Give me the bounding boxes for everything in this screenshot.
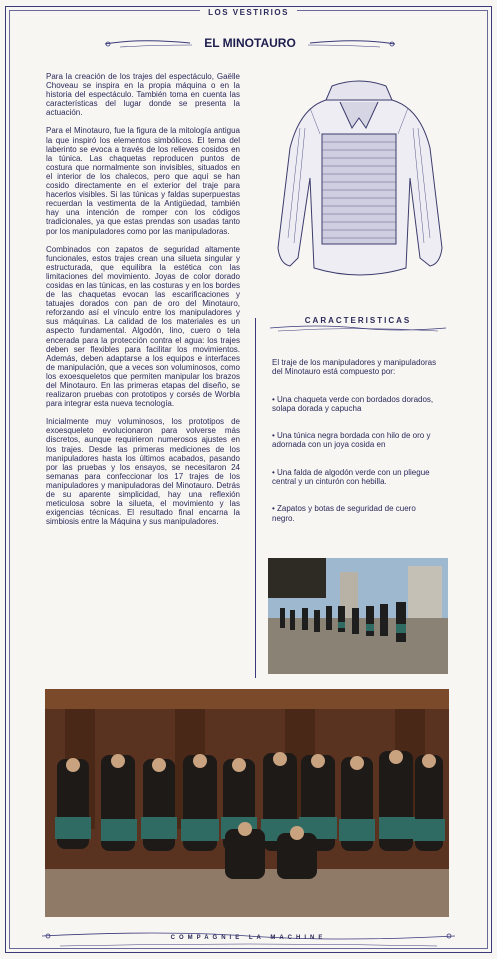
outdoor-photo: [268, 558, 448, 674]
jacket-sketch-icon: [270, 68, 448, 304]
characteristics-item: • Una falda de algodón verde con un pliegue central y un cinturón con hebilla.: [272, 467, 430, 487]
characteristics-item: • Zapatos y botas de seguridad de cuero negro.: [272, 504, 416, 523]
body-paragraph: Combinados con zapatos de seguridad altamente funcionales, estos trajes crean una silueta singular y estructurada, que equilibra la estética con las limitaciones del movimiento. Joyas de color dorado cosidas en las túnicas, en las costuras y en los bordes de las chaquetas evocan las escarificaciones y tatuajes dorados con pan de oro del Minotauro, reforzando así el vínculo entre los manipuladores y sus máquinas. La calidad de los materiales es un aspecto fundamental. Algodón, lino, cuero o tela encerada para la protección contra el agua: los trajes deben ser flexibles para facilitar los movimientos. Además, deben adaptarse a los equipos e interfaces de manipulación, que a veces son voluminosos, como los exoesqueletos que permiten manipular los brazos del Minotauro. En las primeras etapas del diseño, se realizaron pruebas con prototipos y corsés de Worbla para integrar esta nueva tecnología.: [46, 244, 240, 409]
group-photo: [45, 689, 449, 917]
footer-text: COMPAGNIE LA MACHINE: [170, 935, 327, 941]
section-label: LOS VESTIRIOS: [0, 8, 497, 17]
characteristics-intro: El traje de los manipuladores y manipuladoras del Minotauro está compuesto por:: [272, 358, 437, 377]
footer: [40, 926, 457, 950]
page-title: EL MINOTAURO: [204, 36, 296, 50]
body-text: [46, 72, 240, 535]
body-paragraph: Inicialmente muy voluminosos, los prototipos de exoesqueleto evolucionaron para volverse más discretos, aunque requirieron numerosos ajustes en los trajes. Desde las primeras mediciones de los manipuladores hasta los últimos acabados, pasando por las pruebas y los ensayos, se necesitaron 24 semanas para confeccionar los 17 trajes de los manipuladores y manipuladoras del Minotauro. Detrás de su aparente simplicidad, hay una reflexión meticulosa sobre la silueta, el movimiento y las exigencias técnicas. El resultado final encarna la simbiosis entre la Máquina y sus manipuladores.: [46, 417, 240, 527]
body-paragraph: Para la creación de los trajes del espectáculo, Gaëlle Choveau se inspira en la propia máquina o en la historia del espectáculo. También toma en cuenta las características del lugar donde se presenta la actuación.: [46, 72, 240, 118]
characteristics-item: • Una túnica negra bordada con hilo de oro y adornada con un joya cosida en: [272, 431, 431, 450]
characteristics-text: [272, 358, 438, 541]
characteristics-heading: [268, 312, 448, 334]
body-paragraph: Para el Minotauro, fue la figura de la mitología antigua la que inspiró los elementos simbólicos. El tema del laberinto se evoca a través de los relieves cosidos en la túnica. Las chaquetas reproducen puntos de costura que normalmente son invisibles, situados en el interior de los chalecos, pero que aquí se han cosido directamente en el exterior del traje para hacerlos visibles. Si las túnicas y faldas superpuestas recuerdan la vestimenta de la Antigüedad, también hay una intención de romper con los códigos tradicionales, ya que estas prendas son usadas tanto por los manipuladores como por las manipuladoras.: [46, 126, 240, 236]
characteristics-title: CARACTERISTICAS: [304, 316, 412, 325]
characteristics-item: • Una chaqueta verde con bordados dorados, solapa dorada y capucha: [272, 394, 434, 413]
column-divider: [255, 318, 256, 678]
title-block: [100, 34, 400, 54]
